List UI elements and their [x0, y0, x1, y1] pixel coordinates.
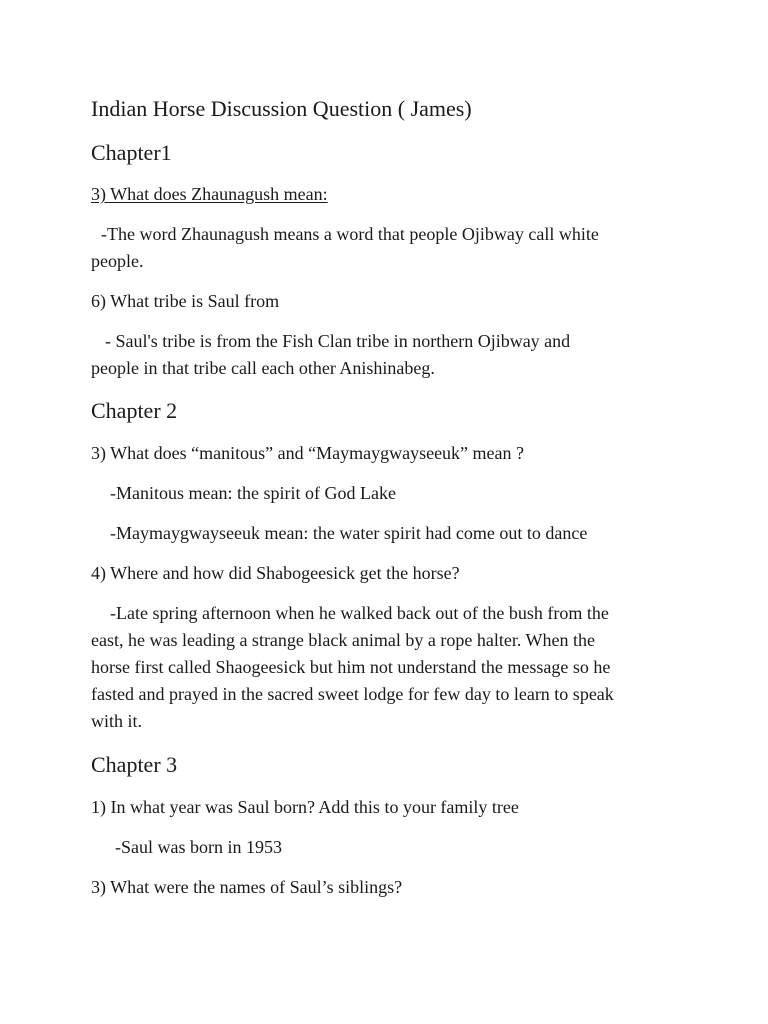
- chapter-2-answer-4-line-5: with it.: [91, 711, 143, 731]
- chapter-1-answer-6-line-1: - Saul's tribe is from the Fish Clan tribe in northern Ojibway and: [105, 331, 571, 351]
- chapter-2-answer-4-line-3: horse first called Shaogeesick but him not understand the message so he: [91, 657, 611, 677]
- chapter-2-answer-4-line-2: east, he was leading a strange black animal by a rope halter. When the: [91, 630, 595, 650]
- chapter-1-answer-3-line-2: people.: [91, 251, 144, 271]
- chapter-1-question-6: 6) What tribe is Saul from: [91, 291, 280, 311]
- chapter-3-question-1: 1) In what year was Saul born? Add this to your family tree: [91, 797, 519, 817]
- chapter-3-question-3: 3) What were the names of Saul’s siblings?: [91, 877, 403, 897]
- chapter-1-question-3: 3) What does Zhaunagush mean:: [91, 184, 328, 204]
- chapter-3-answer-1: -Saul was born in 1953: [115, 837, 282, 857]
- chapter-2-answer-4-line-1: -Late spring afternoon when he walked back out of the bush from the: [110, 603, 609, 623]
- chapter-2-answer-3b: -Maymaygwayseeuk mean: the water spirit had come out to dance: [110, 523, 588, 543]
- chapter-1-answer-6-line-2: people in that tribe call each other Anishinabeg.: [91, 358, 435, 378]
- chapter-3-heading: Chapter 3: [91, 752, 178, 777]
- chapter-2-answer-4-line-4: fasted and prayed in the sacred sweet lodge for few day to learn to speak: [91, 684, 614, 704]
- chapter-2-question-4: 4) Where and how did Shabogeesick get the horse?: [91, 563, 460, 583]
- chapter-2-heading: Chapter 2: [91, 398, 178, 423]
- chapter-2-question-3: 3) What does “manitous” and “Maymaygwayseeuk” mean ?: [91, 443, 525, 463]
- chapter-1-answer-3-line-1: -The word Zhaunagush means a word that people Ojibway call white: [101, 224, 599, 244]
- document-title: Indian Horse Discussion Question ( James): [91, 96, 472, 121]
- chapter-2-answer-3a: -Manitous mean: the spirit of God Lake: [110, 483, 396, 503]
- chapter-1-heading: Chapter1: [91, 140, 172, 165]
